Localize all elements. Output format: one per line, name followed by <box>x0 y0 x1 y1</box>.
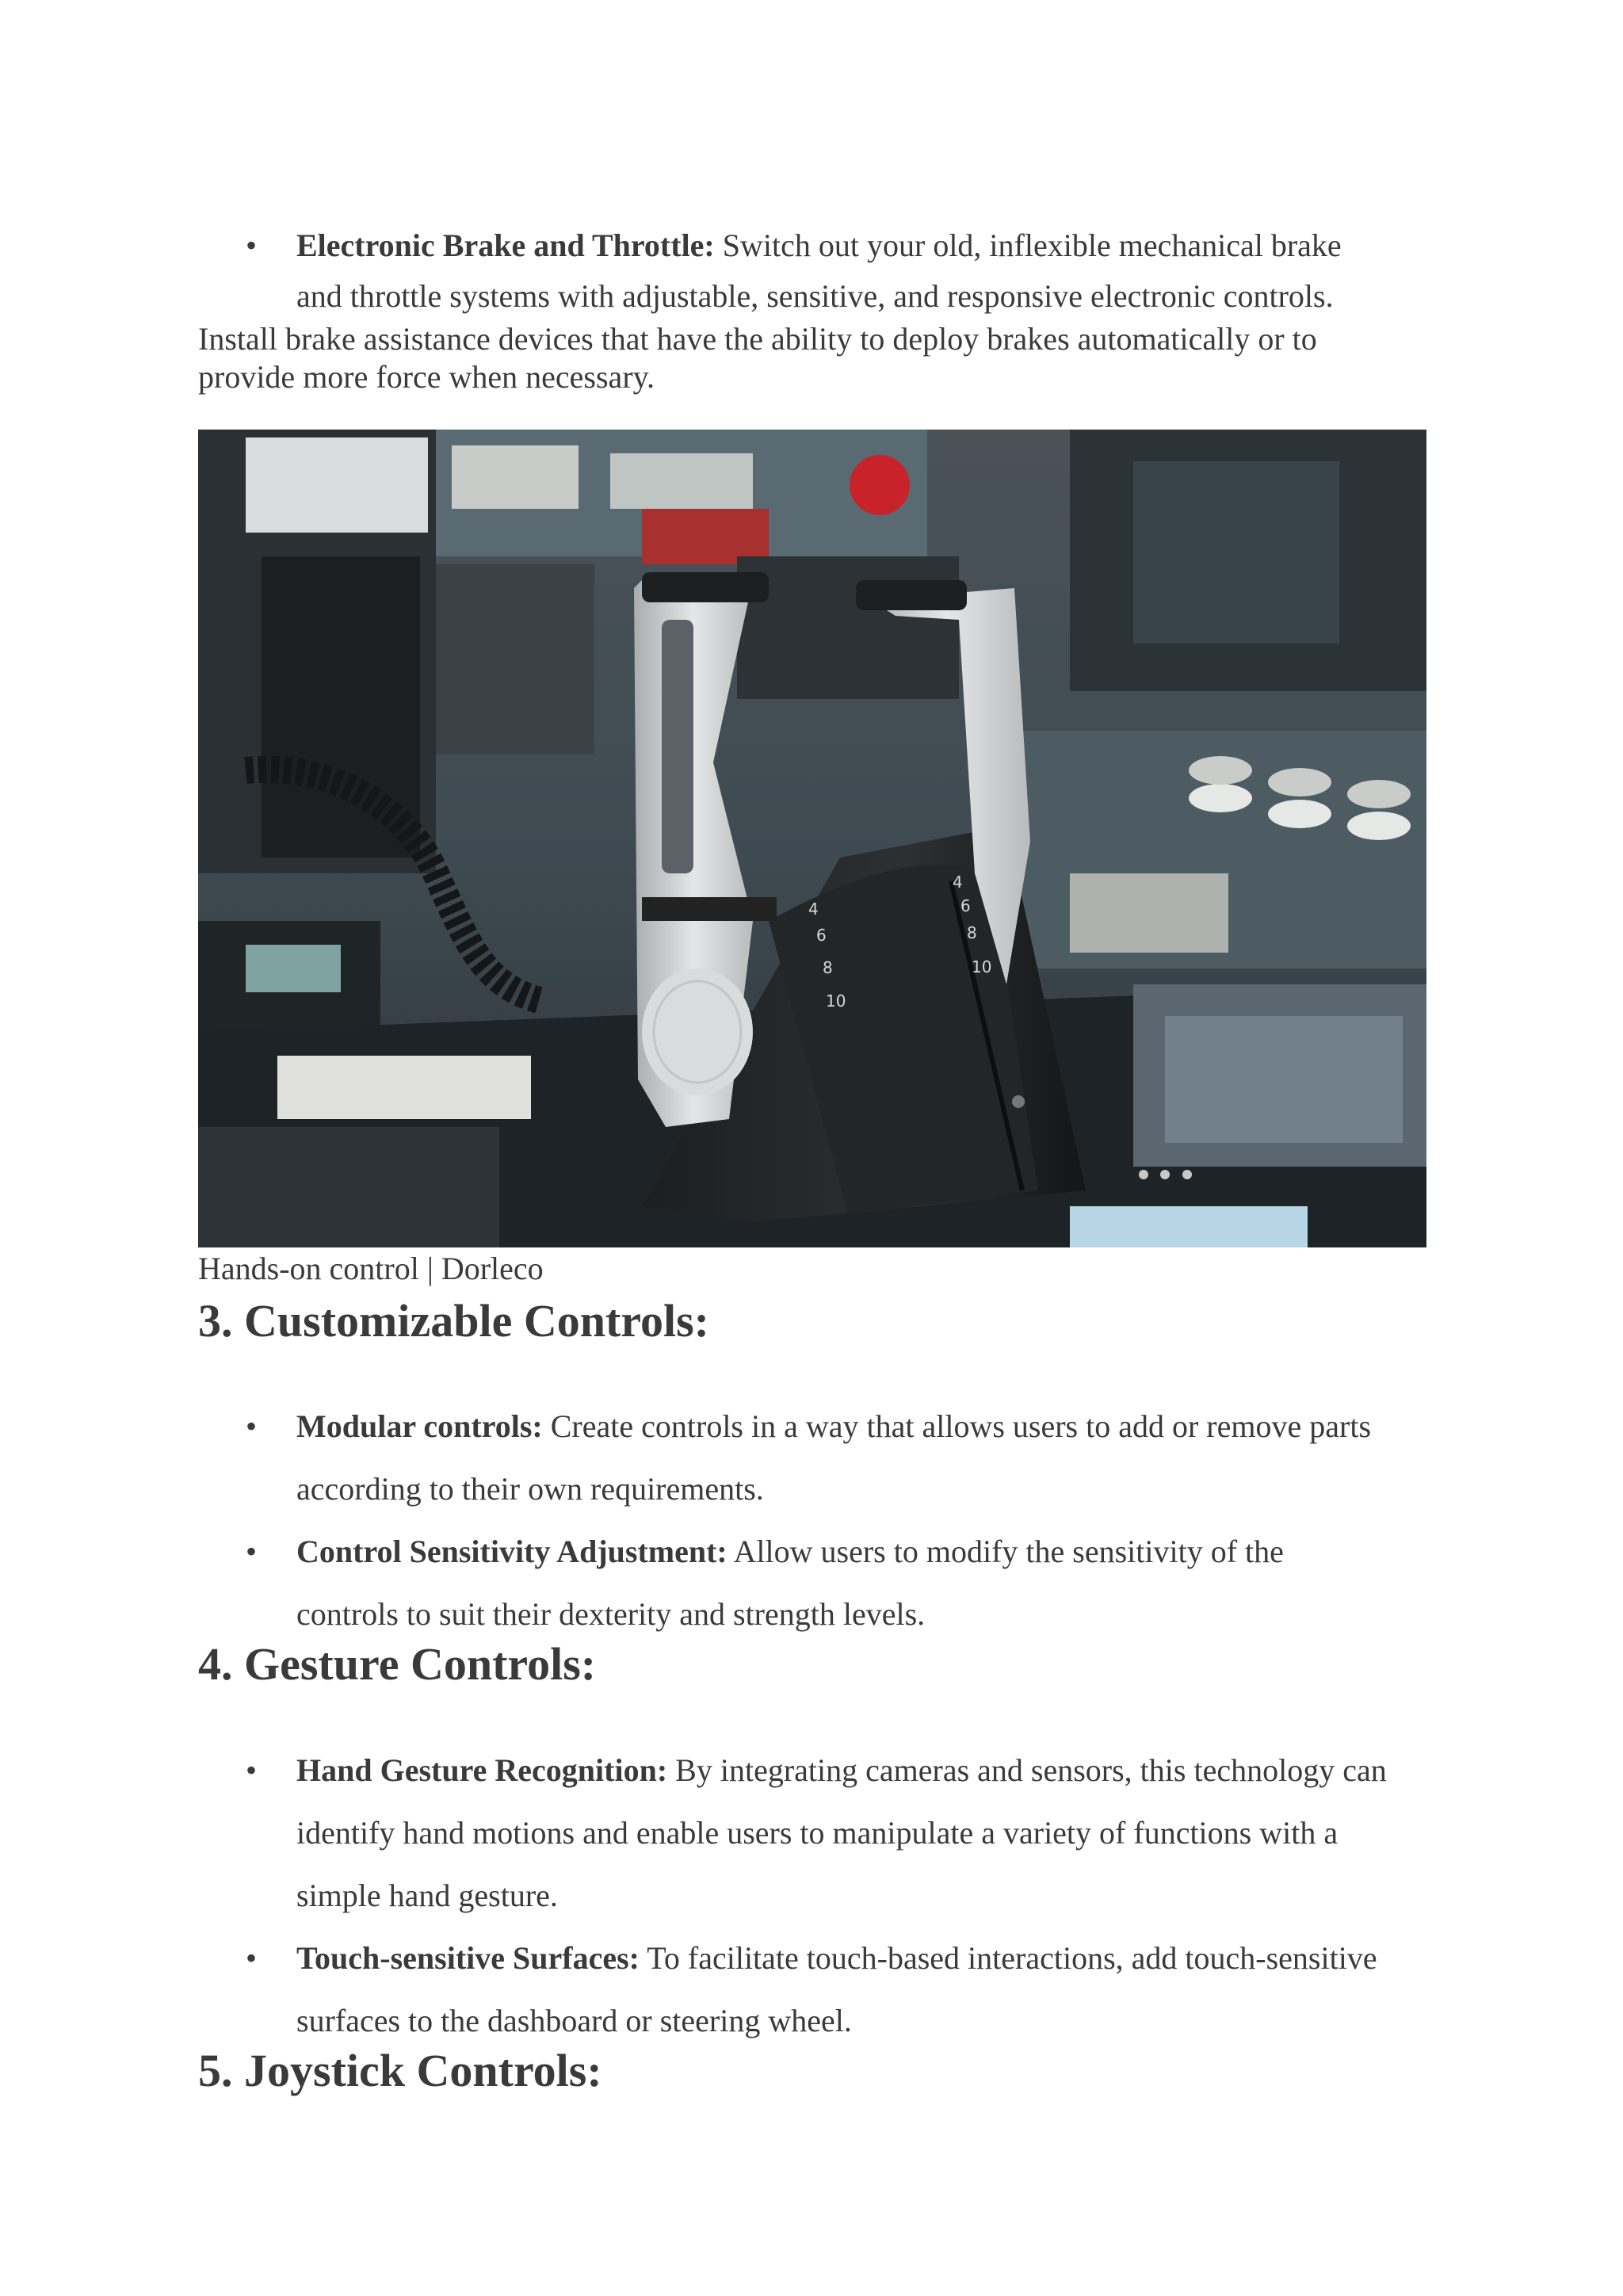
paragraph-line-2: provide more force when necessary. <box>198 359 655 395</box>
paragraph-line-1: Install brake assistance devices that have the ability to deploy brakes automatically or to <box>198 321 1317 357</box>
bullet-dot: • <box>246 1408 258 1444</box>
item-text: Allow users to modify the sensitivity of the <box>727 1534 1284 1569</box>
dial-number: 10 <box>826 991 846 1010</box>
section-heading-customizable: 3. Customizable Controls: <box>198 1295 709 1347</box>
item-title: Touch-sensitive Surfaces: <box>296 1940 640 1976</box>
dial-number: 6 <box>816 926 827 945</box>
bullet-dot: • <box>246 227 258 263</box>
photo-illustration <box>198 430 1426 1247</box>
list-item <box>198 1520 1434 1645</box>
bullet-title: Electronic Brake and Throttle: <box>296 227 715 263</box>
item-text-2: surfaces to the dashboard or steering wheel. <box>296 2003 852 2038</box>
list-item <box>198 1395 1434 1520</box>
item-text-2: according to their own requirements. <box>296 1471 764 1507</box>
dial-number: 8 <box>967 923 977 942</box>
item-text-2: identify hand motions and enable users to manipulate a variety of functions with a <box>296 1815 1338 1851</box>
dial-number: 4 <box>808 900 819 919</box>
section-heading-joystick: 5. Joystick Controls: <box>198 2045 602 2096</box>
bullet-text: Switch out your old, inflexible mechanical brake <box>714 227 1342 263</box>
item-title: Control Sensitivity Adjustment: <box>296 1534 727 1569</box>
dial-number: 4 <box>953 873 963 892</box>
item-title: Modular controls: <box>296 1408 543 1444</box>
intro-paragraph <box>198 320 1434 396</box>
list-item <box>198 1739 1434 1927</box>
dial-number: 8 <box>823 958 833 977</box>
bullet-dot: • <box>246 1534 258 1569</box>
throttle-levers-photo <box>198 430 1426 1247</box>
customizable-controls-list <box>198 1395 1434 1645</box>
item-text: By integrating cameras and sensors, this technology can <box>667 1752 1387 1788</box>
bullet-line-2: and throttle systems with adjustable, sensitive, and responsive electronic controls. <box>296 278 1334 314</box>
dial-number: 6 <box>960 896 971 915</box>
section-heading-gesture: 4. Gesture Controls: <box>198 1638 597 1690</box>
dial-number: 10 <box>972 957 992 976</box>
item-title: Hand Gesture Recognition: <box>296 1752 668 1788</box>
bullet-dot: • <box>246 1752 258 1788</box>
bullet-line-1 <box>296 214 1342 277</box>
item-text: Create controls in a way that allows users to add or remove parts <box>542 1408 1372 1444</box>
item-text-2: controls to suit their dexterity and strength levels. <box>296 1596 926 1632</box>
list-item <box>198 1927 1434 2052</box>
bullet-dot: • <box>246 1940 258 1976</box>
photo-caption: Hands-on control | Dorleco <box>198 1251 544 1286</box>
item-text-3: simple hand gesture. <box>296 1878 558 1913</box>
gesture-controls-list <box>198 1739 1434 2052</box>
item-text: To facilitate touch-based interactions, add touch-sensitive <box>639 1940 1377 1976</box>
